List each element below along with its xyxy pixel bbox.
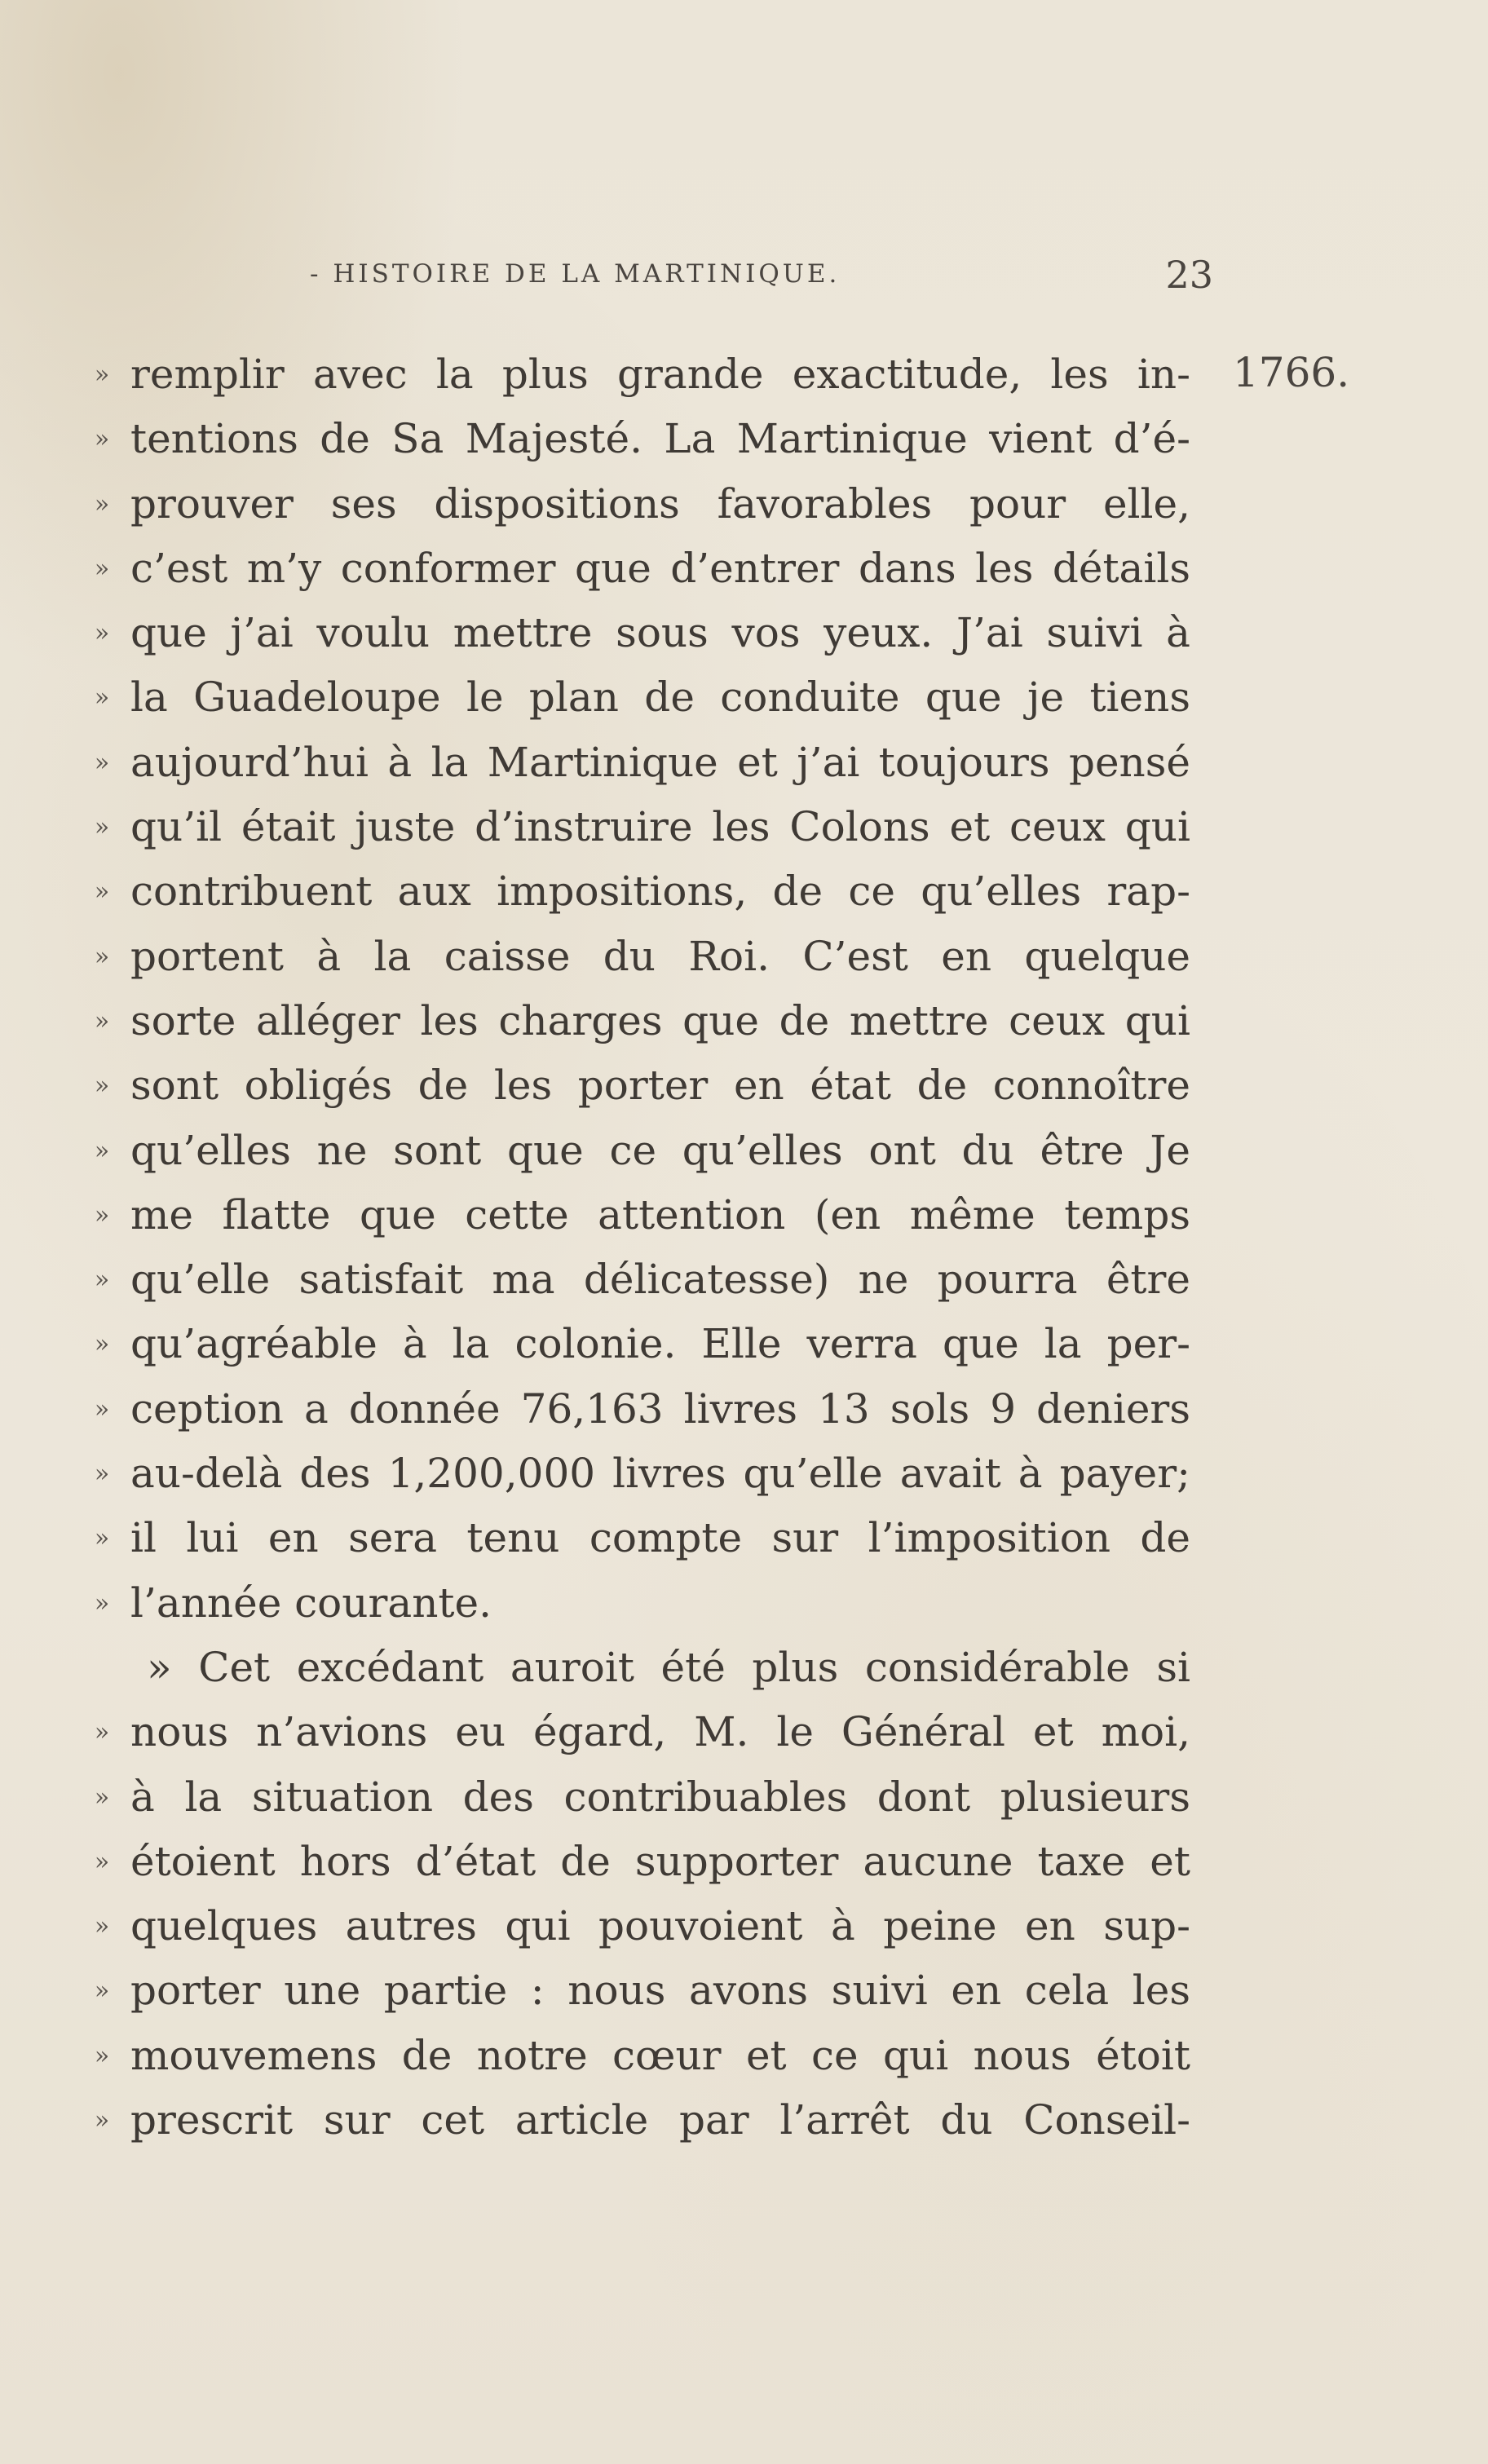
line-text: au-delà des 1,200,000 livres qu’elle avait à payer; [130,1450,1190,1498]
line-text: la Guadeloupe le plan de conduite que je tiens [130,673,1190,722]
line-text: porter une partie : nous avons suivi en cela les [130,1967,1190,2015]
quote-mark: » [94,1394,110,1424]
line-text: tentions de Sa Majesté. La Martinique vient d’é- [130,415,1190,463]
text-line [90,342,1215,407]
quote-mark: » [94,1006,110,1035]
quote-mark: » [94,1912,110,1941]
text-line [90,1377,1215,1442]
line-text: qu’elle satisfait ma délicatesse) ne pourra être [130,1256,1190,1304]
quote-mark: » [94,2106,110,2135]
quote-mark: » [94,1718,110,1747]
line-text: c’est m’y conformer que d’entrer dans les détails [130,544,1190,592]
quote-mark: » [94,619,110,648]
quote-mark: » [94,425,110,454]
text-line [90,989,1215,1053]
line-text: nous n’avions eu égard, M. le Général et moi, [130,1708,1190,1756]
page-number: 23 [1165,253,1213,297]
line-text: qu’elles ne sont que ce qu’elles ont du être Je [130,1126,1190,1174]
quote-mark: » [94,1071,110,1101]
running-title: - HISTOIRE DE LA MARTINIQUE. [310,259,841,289]
quote-mark: » [94,489,110,519]
quote-mark: » [94,1524,110,1553]
quote-mark: » [94,554,110,583]
line-text: à la situation des contribuables dont plusieurs [130,1773,1190,1821]
text-line [90,2088,1215,2153]
text-line [90,1247,1215,1312]
text-line [90,407,1215,471]
text-line [90,537,1215,601]
quote-mark: » [94,1782,110,1812]
quote-mark: » [94,877,110,907]
line-text: sorte alléger les charges que de mettre ceux qui [130,996,1190,1044]
line-text: qu’il était juste d’instruire les Colons et ceux qui [130,803,1190,851]
text-line [90,1506,1215,1570]
quote-mark: » [94,1265,110,1295]
quote-mark: » [94,1330,110,1359]
quote-mark: » [94,2041,110,2070]
line-text: qu’agréable à la colonie. Elle verra que la per- [130,1320,1190,1368]
text-line [90,1830,1215,1894]
text-line [90,1571,1215,1636]
line-text: étoient hors d’état de supporter aucune taxe et [130,1837,1190,1885]
text-line [90,1636,1215,1700]
body-text [90,342,1215,2153]
quote-mark: » [94,1136,110,1165]
quote-mark: » [94,748,110,777]
text-line [90,1119,1215,1183]
text-line [90,1700,1215,1764]
quote-mark: » [94,1588,110,1618]
line-text: ception a donnée 76,163 livres 13 sols 9 deniers [130,1384,1190,1433]
line-text: aujourd’hui à la Martinique et j’ai toujours pensé [130,738,1190,786]
line-text: que j’ai voulu mettre sous vos yeux. J’ai suivi à [130,609,1190,657]
line-text: il lui en sera tenu compte sur l’imposition de [130,1514,1190,1562]
text-line [90,731,1215,795]
text-line [90,472,1215,537]
line-text: quelques autres qui pouvoient à peine en sup- [130,1902,1190,1950]
text-line [90,795,1215,859]
running-header [310,253,1213,302]
quote-mark: » [94,683,110,713]
text-line [90,1312,1215,1376]
line-text: prescrit sur cet article par l’arrêt du Conseil- [130,2096,1190,2144]
text-line [90,859,1215,924]
quote-mark: » [94,360,110,389]
margin-year: 1766. [1233,349,1350,396]
text-line [90,2024,1215,2088]
text-line [90,665,1215,730]
line-text: remplir avec la plus grande exactitude, les in- [130,351,1190,398]
text-line [90,1958,1215,2023]
quote-mark: » [94,1976,110,2006]
text-line [90,1894,1215,1958]
line-text: portent à la caisse du Roi. C’est en quelque [130,932,1190,980]
line-text: me flatte que cette attention (en même temps [130,1190,1190,1239]
text-line [90,1765,1215,1830]
quote-mark: » [94,813,110,842]
text-line [90,1442,1215,1506]
line-text: sont obligés de les porter en état de connoître [130,1062,1190,1110]
line-text: mouvemens de notre cœur et ce qui nous étoit [130,2031,1190,2079]
quote-mark: » [94,1200,110,1230]
quote-mark: » [94,1847,110,1876]
text-line [90,1053,1215,1118]
line-text: l’année courante. [130,1579,492,1627]
text-line [90,1183,1215,1247]
text-line [90,925,1215,989]
quote-mark: » [94,942,110,971]
text-line [90,601,1215,665]
line-text: » Cet excédant auroit été plus considérable si [147,1643,1190,1691]
line-text: contribuent aux impositions, de ce qu’elles rap- [130,868,1190,916]
quote-mark: » [94,1459,110,1489]
line-text: prouver ses dispositions favorables pour elle, [130,479,1190,528]
